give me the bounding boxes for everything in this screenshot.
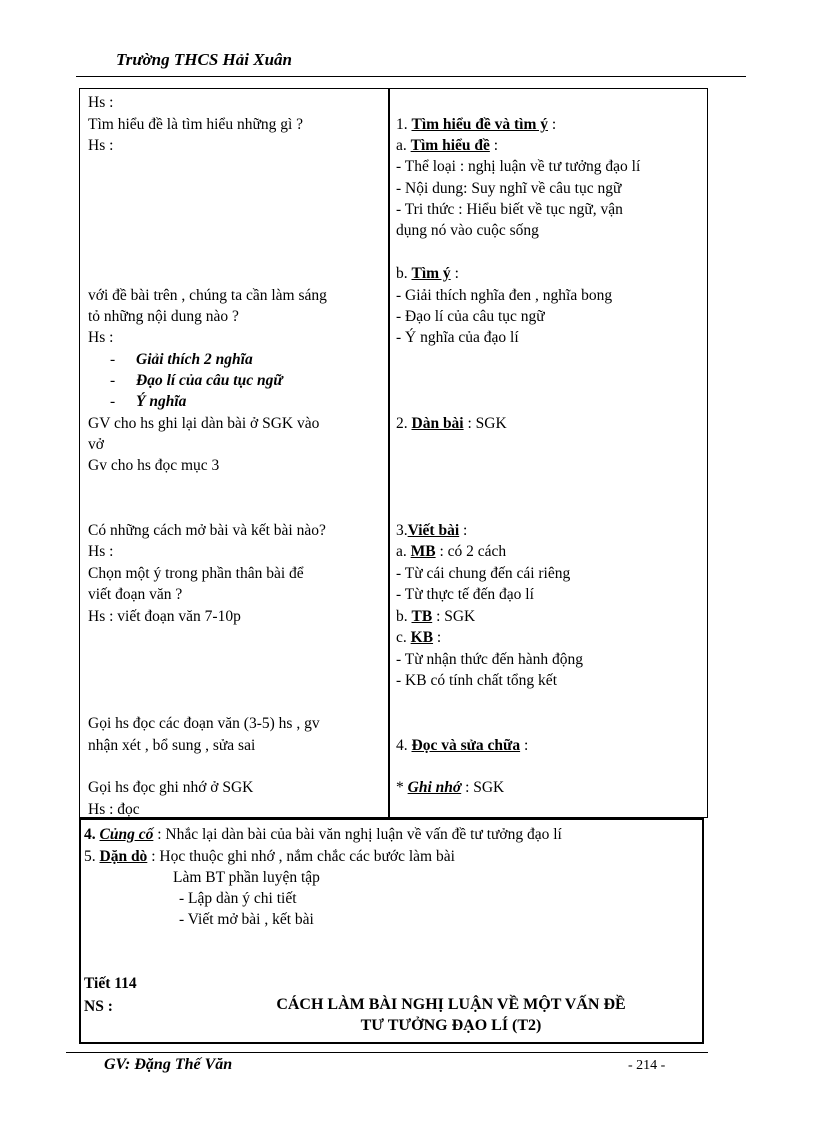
section-revise-heading: 4. Đọc và sửa chữa : [396, 737, 529, 754]
right-line: - Tri thức : Hiểu biết về tục ngữ, vận [396, 201, 623, 218]
left-bullet: Giải thích 2 nghĩa [136, 351, 253, 368]
left-line: Gv cho hs đọc mục 3 [88, 457, 220, 474]
left-line: tỏ những nội dung nào ? [88, 308, 239, 325]
page-number: - 214 - [628, 1058, 666, 1073]
lesson-title-line1: CÁCH LÀM BÀI NGHỊ LUẬN VỀ MỘT VẤN ĐỀ [276, 996, 626, 1013]
right-line: - Ý nghĩa của đạo lí [396, 329, 519, 346]
lesson-number: Tiết 114 [84, 975, 137, 992]
right-line: - Từ thực tế đến đạo lí [396, 586, 534, 603]
left-line: Hs : [88, 137, 114, 154]
column-divider [388, 89, 390, 817]
homework-line: - Viết mở bài , kết bài [179, 911, 314, 928]
homework-line: Làm BT phần luyện tập [173, 869, 320, 886]
left-line: Hs : đọc [88, 801, 140, 818]
left-line: Gọi hs đọc ghi nhớ ở SGK [88, 779, 254, 796]
ns-label: NS : [84, 998, 113, 1015]
right-line: - Từ cái chung đến cái riêng [396, 565, 571, 582]
subsection-kb-heading: c. KB : [396, 629, 442, 646]
left-bullet: Đạo lí của câu tục ngữ [136, 372, 283, 389]
section-find-heading: 1. Tìm hiểu đề và tìm ý : [396, 116, 557, 133]
left-line: Hs : [88, 543, 114, 560]
right-line: - Thể loại : nghị luận về tư tưởng đạo lí [396, 158, 641, 175]
bullet-dash: - [110, 393, 116, 410]
right-line: - Nội dung: Suy nghĩ về câu tục ngữ [396, 180, 622, 197]
header-rule [76, 76, 746, 77]
left-line: Chọn một ý trong phần thân bài để [88, 565, 304, 582]
left-line: GV cho hs ghi lại dàn bài ở SGK vào [88, 415, 320, 432]
consolidate-line: 4. Củng cố : Nhắc lại dàn bài của bài văn nghị luận về vấn đề tư tưởng đạo lí [84, 826, 562, 843]
bullet-dash: - [110, 351, 116, 368]
homework-line: 5. Dặn dò : Học thuộc ghi nhớ , nắm chắc các bước làm bài [84, 848, 455, 865]
left-line: với đề bài trên , chúng ta cần làm sáng [88, 287, 327, 304]
left-line: Hs : viết đoạn văn 7-10p [88, 608, 241, 625]
lesson-title-line2: TƯ TƯỞNG ĐẠO LÍ (T2) [360, 1017, 542, 1034]
header-school: Trường THCS Hải Xuân [116, 50, 292, 69]
lesson-table [79, 88, 708, 818]
subsection-analyze-heading: a. Tìm hiểu đề : [396, 137, 499, 154]
left-line: vở [88, 436, 104, 453]
section-write-heading: 3.Viết bài : [396, 522, 468, 539]
subsection-ideas-heading: b. Tìm ý : [396, 265, 459, 282]
left-line: Gọi hs đọc các đoạn văn (3-5) hs , gv [88, 715, 320, 732]
footer-rule [66, 1052, 708, 1053]
summary-box [79, 818, 704, 1044]
left-line: Hs : [88, 94, 114, 111]
footer-teacher: GV: Đặng Thế Văn [104, 1056, 233, 1073]
section-outline-heading: 2. Dàn bài : SGK [396, 415, 507, 432]
left-line: viết đoạn văn ? [88, 586, 183, 603]
left-line: Tìm hiểu đề là tìm hiểu những gì ? [88, 116, 304, 133]
right-line: - Từ nhận thức đến hành động [396, 651, 583, 668]
right-line: - KB có tính chất tổng kết [396, 672, 557, 689]
left-line: Hs : [88, 329, 114, 346]
section-remember-heading: * Ghi nhớ : SGK [396, 779, 505, 796]
left-line: nhận xét , bổ sung , sửa sai [88, 737, 256, 754]
right-line: - Giải thích nghĩa đen , nghĩa bong [396, 287, 613, 304]
right-line: - Đạo lí của câu tục ngữ [396, 308, 545, 325]
left-bullet: Ý nghĩa [136, 393, 187, 410]
right-line: dụng nó vào cuộc sống [396, 222, 539, 239]
bullet-dash: - [110, 372, 116, 389]
homework-line: - Lập dàn ý chi tiết [179, 890, 297, 907]
subsection-tb-heading: b. TB : SGK [396, 608, 476, 625]
left-line: Có những cách mở bài và kết bài nào? [88, 522, 326, 539]
subsection-mb-heading: a. MB : có 2 cách [396, 543, 507, 560]
